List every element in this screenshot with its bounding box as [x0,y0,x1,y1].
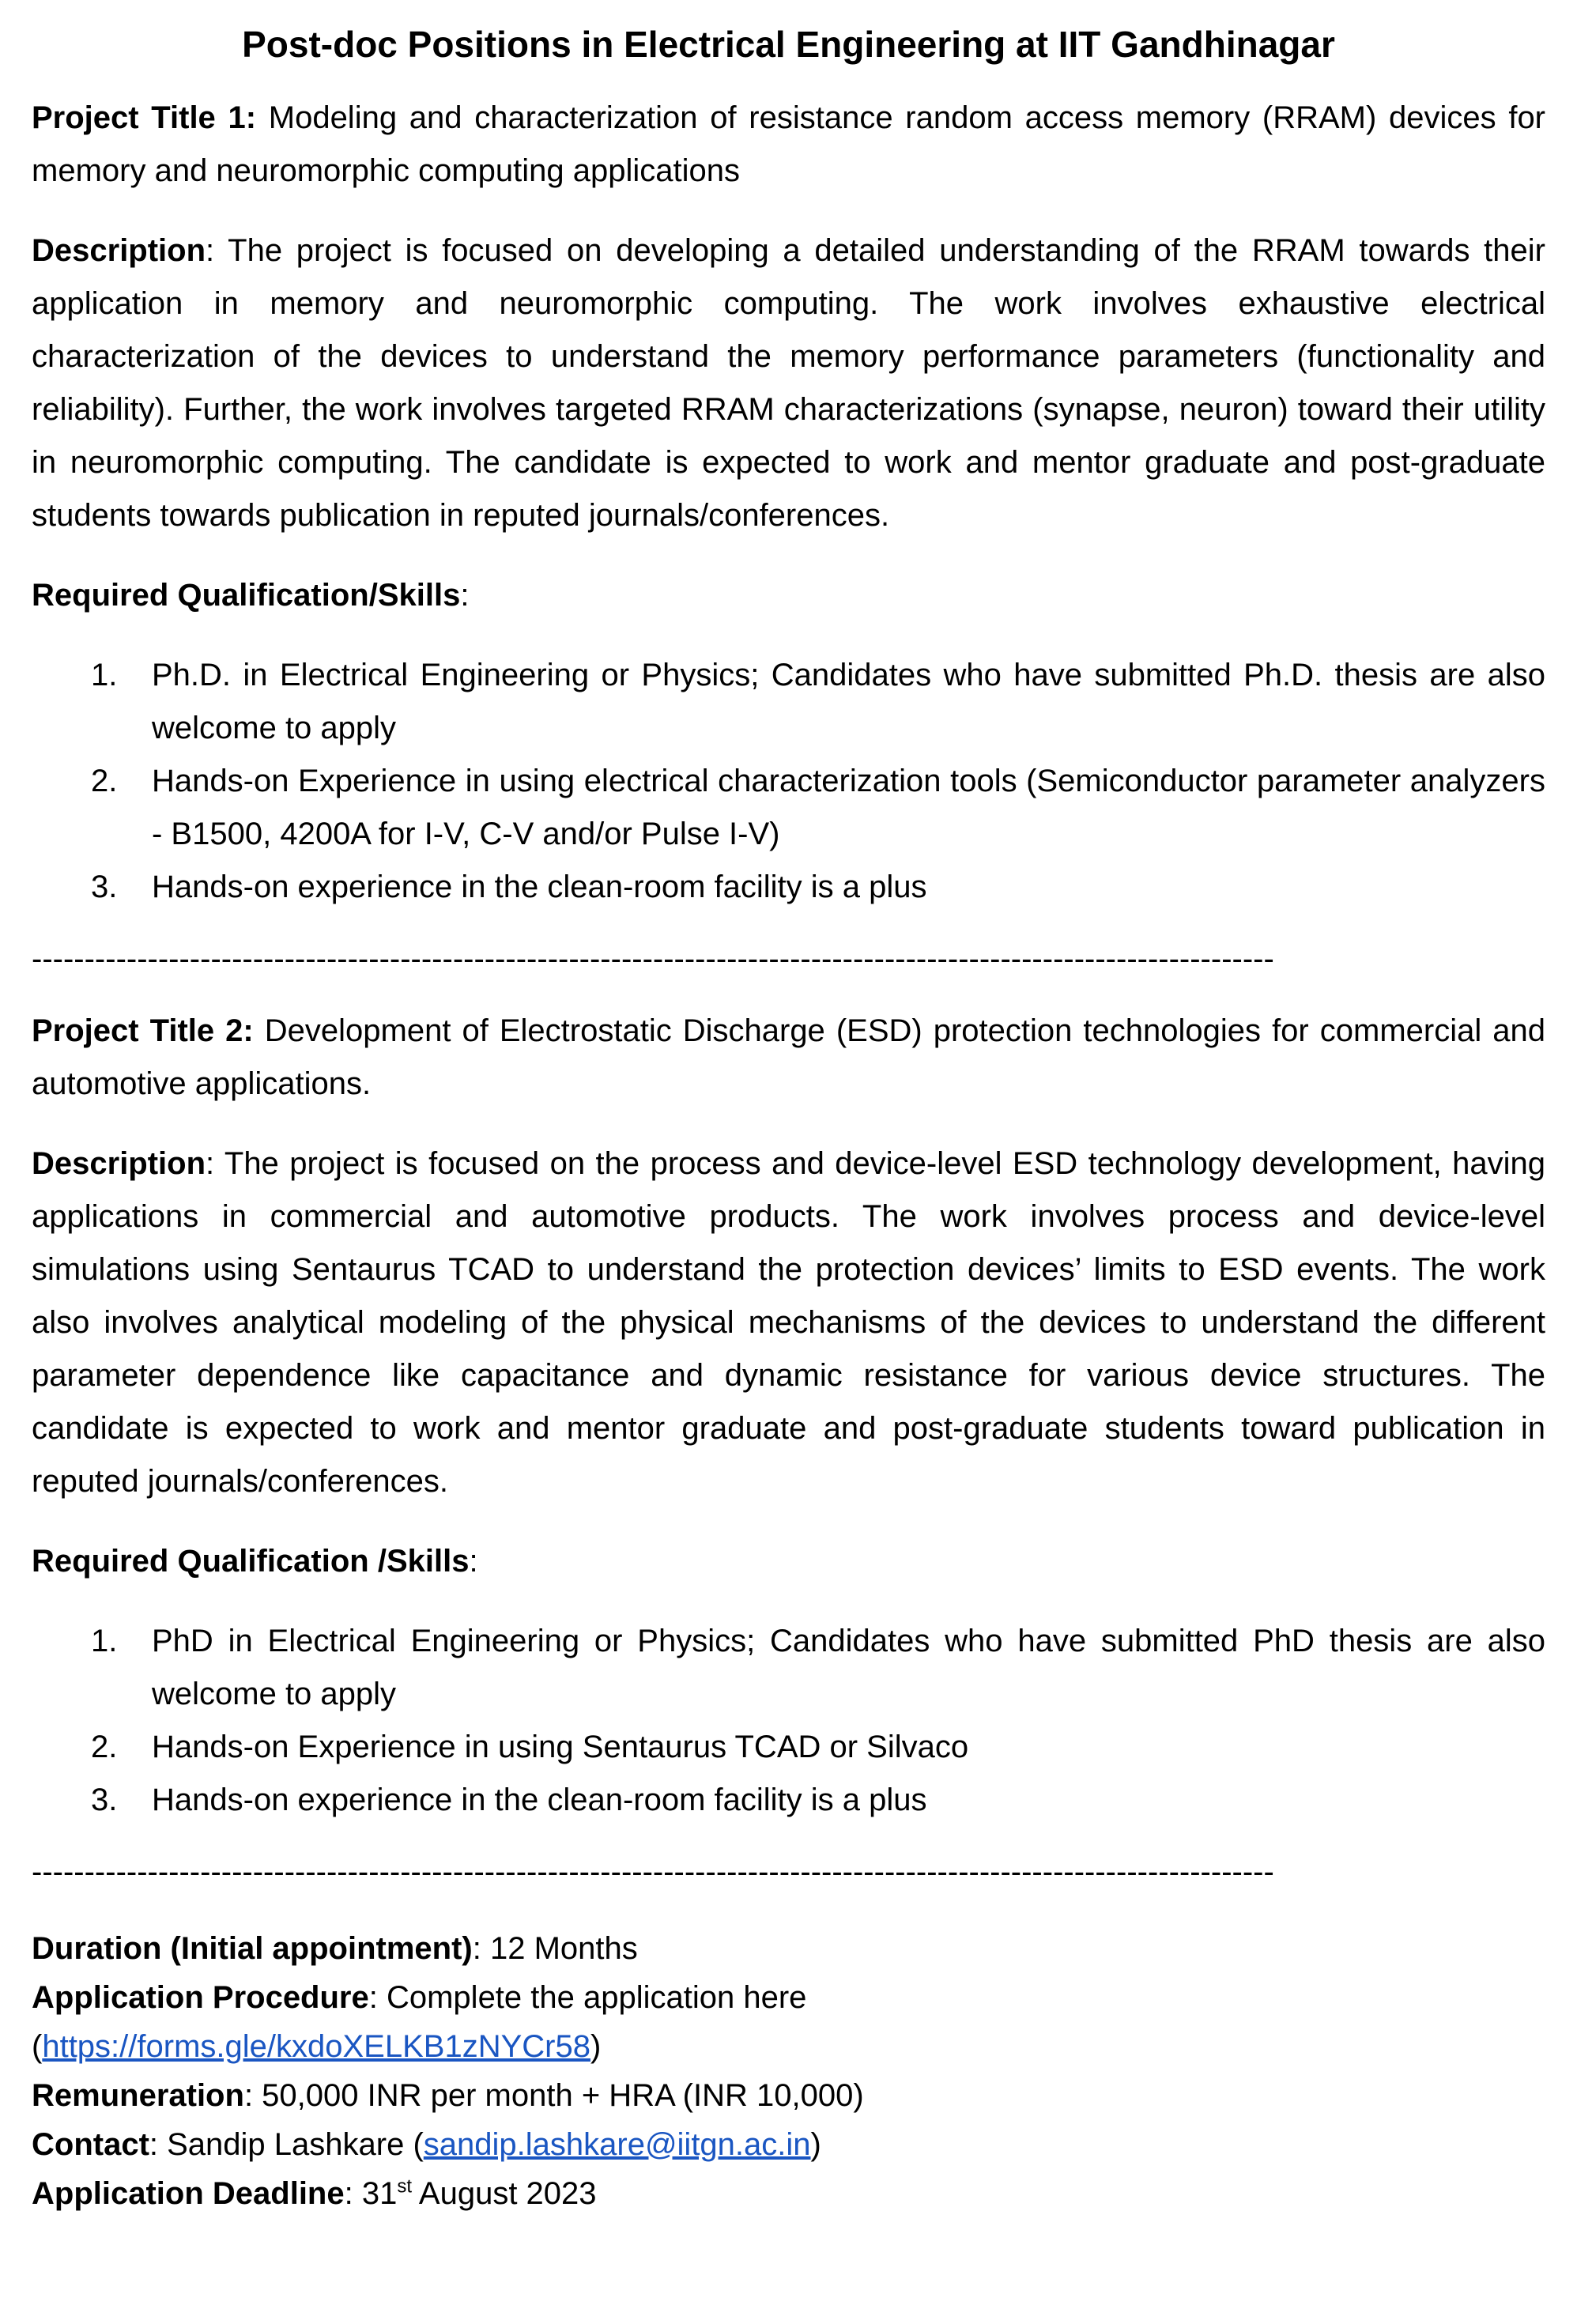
list-item-text: Ph.D. in Electrical Engineering or Physics; Candidates who have submitted Ph.D. thesis are also welcome to apply [152,658,1545,745]
project-1-title [32,92,1545,198]
project-1-requirements-heading [32,569,1545,622]
list-item-text: Hands-on experience in the clean-room facility is a plus [152,1783,927,1817]
document-page [32,0,1545,2218]
list-item-number: 2. [91,1730,118,1764]
list-item-text: Hands-on Experience in using Sentaurus TCAD or Silvaco [152,1730,969,1764]
project-1-requirements-colon: : [460,578,470,613]
project-2-requirements-heading [32,1535,1545,1588]
deadline-label: Application Deadline [32,2176,345,2211]
list-item-number: 1. [91,658,118,692]
list-item-text: PhD in Electrical Engineering or Physics; Candidates who have submitted PhD thesis are also welcome to apply [152,1624,1545,1711]
list-item-number: 2. [91,764,118,798]
list-item [32,1615,1545,1721]
contact-line [32,2120,1545,2169]
form-close-paren: ) [590,2029,602,2064]
project-1-description-text: : The project is focused on developing a detailed understanding of the RRAM towards their application in memory and neuromorphic computing. The work involves exhaustive electrical characterization of the devices to understand the memory performance parameters (functionality and reliability). Further, the work involves targeted RRAM characterizations (synapse, neuron) toward their utility in neuromorphic computing. The candidate is expected to work and mentor graduate and post-graduate students towards publication in reputed journals/conferences. [32,233,1545,533]
application-form-link[interactable]: https://forms.gle/kxdoXELKB1zNYCr58 [42,2029,590,2064]
remuneration-label: Remuneration [32,2078,244,2113]
project-1-requirements-label: Required Qualification/Skills [32,578,461,613]
separator-line: ---------------------------------------------------------------------------------------------------------------------- [32,941,1274,976]
duration-line [32,1924,1545,1973]
project-1-requirements-list [32,649,1545,914]
project-1-title-text: Modeling and characterization of resistance random access memory (RRAM) devices for memory and neuromorphic computing applications [32,100,1546,188]
application-details [32,1924,1545,2218]
list-item-text: Hands-on Experience in using electrical characterization tools (Semiconductor parameter analyzers - B1500, 4200A for I-V, C-V and/or Pulse I-V) [152,764,1545,851]
project-2-description-text: : The project is focused on the process and device-level ESD technology development, having applications in commercial and automotive products. The work involves process and device-level simulations using Sentaurus TCAD to understand the protection devices’ limits to ESD events. The work also involves analytical modeling of the physical mechanisms of the devices to understand the different parameter dependence like capacitance and dynamic resistance for various device structures. The candidate is expected to work and mentor graduate and post-graduate students toward publication in reputed journals/conferences. [32,1146,1545,1499]
contact-label: Contact [32,2127,149,2162]
duration-label: Duration (Initial appointment) [32,1931,473,1966]
procedure-line [32,1973,1545,2022]
project-2-title-label: Project Title 2: [32,1013,254,1048]
project-2-requirements-colon: : [469,1544,478,1579]
list-item-number: 3. [91,1783,118,1817]
project-2-description-label: Description [32,1146,206,1181]
project-2-description [32,1137,1545,1508]
separator-line: ---------------------------------------------------------------------------------------------------------------------- [32,1854,1274,1889]
form-open-paren: ( [32,2029,43,2064]
deadline-prefix: : 31 [344,2176,398,2211]
project-1-title-label: Project Title 1: [32,100,257,135]
project-2-requirements-label: Required Qualification /Skills [32,1544,470,1579]
contact-value: : Sandip Lashkare ( [149,2127,424,2162]
project-2-title [32,1005,1545,1111]
list-item [32,649,1545,755]
list-item [32,861,1545,914]
project-1-description-label: Description [32,233,206,268]
contact-close-paren: ) [810,2127,821,2162]
deadline-ordinal: st [397,2175,412,2198]
deadline-suffix: August 2023 [412,2176,597,2211]
project-2-title-text: Development of Electrostatic Discharge (ESD) protection technologies for commercial and automotive applications. [32,1013,1546,1101]
list-item [32,1774,1545,1827]
project-1-section [32,92,1545,914]
project-1-description [32,224,1545,542]
list-item-number: 1. [91,1624,118,1658]
procedure-label: Application Procedure [32,1980,369,2015]
procedure-value: : Complete the application here [368,1980,807,2015]
project-2-requirements-list [32,1615,1545,1827]
deadline-line [32,2169,1545,2218]
list-item-text: Hands-on experience in the clean-room facility is a plus [152,870,927,904]
form-link-line [32,2022,1545,2071]
duration-value: : 12 Months [472,1931,638,1966]
page-title: Post-doc Positions in Electrical Engineering at IIT Gandhinagar [242,24,1335,65]
remuneration-value: : 50,000 INR per month + HRA (INR 10,000) [243,2078,864,2113]
list-item [32,1721,1545,1774]
project-2-section [32,1005,1545,1827]
list-item-number: 3. [91,870,118,904]
remuneration-line [32,2071,1545,2120]
list-item [32,755,1545,861]
contact-email-link[interactable]: sandip.lashkare@iitgn.ac.in [423,2127,811,2162]
